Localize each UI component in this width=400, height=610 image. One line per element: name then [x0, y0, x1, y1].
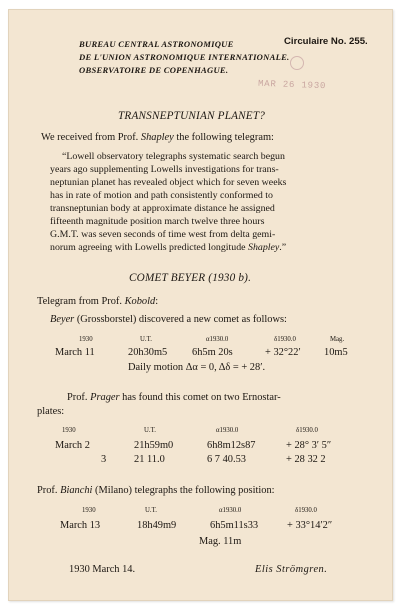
t2-header: U.T.: [144, 427, 156, 434]
comet-title-main: COMET BEYER: [129, 272, 206, 284]
prager-line: [67, 392, 281, 403]
planet-intro-a: We received from Prof.: [41, 132, 139, 143]
bureau-name-line1: BUREAU CENTRAL ASTRONOMIQUE: [79, 39, 234, 49]
kobold-name: Kobold: [124, 296, 156, 307]
bureau-name-line2: DE L'UNION ASTRONOMIQUE INTERNATIONALE.: [79, 52, 290, 62]
kobold-a: Telegram from Prof.: [37, 296, 122, 307]
t1-header: U.T.: [140, 336, 152, 343]
t2-cell: 3: [101, 454, 107, 465]
t3-header: δ1930.0: [295, 507, 317, 514]
date-stamp: MAR 26 1930: [257, 78, 327, 92]
t2-cell: 6h8m12s87: [207, 440, 256, 451]
t1-cell: 6h5m 20s: [192, 347, 233, 358]
t3-header: 1930: [82, 507, 96, 514]
bianchi-rest: (Milano) telegraphs the following position:: [95, 485, 275, 496]
beyer-rest: (Grossborstel) discovered a new comet as follows:: [76, 314, 287, 325]
telegram-quote-line: fifteenth magnitude position march twelve three hours: [50, 216, 265, 227]
t2-cell: 21 11.0: [134, 454, 165, 465]
stamp-mark: [290, 56, 304, 70]
t3-magnitude: Mag. 11m: [199, 536, 242, 547]
t1-header: 1930: [79, 336, 93, 343]
t1-cell: March 11: [55, 347, 95, 358]
t3-cell: March 13: [60, 520, 101, 531]
planet-intro: [41, 132, 274, 143]
kobold-end: :: [155, 296, 159, 307]
t1-header: Mag.: [330, 336, 345, 343]
prager-a: Prof.: [67, 392, 88, 403]
kobold-line: [37, 296, 158, 307]
circular-number: Circulaire No. 255.: [284, 36, 368, 47]
t1-cell: + 32°22′: [265, 347, 301, 358]
t2-cell: March 2: [55, 440, 90, 451]
quote-signature: Shapley: [248, 242, 280, 253]
bianchi-name: Bianchi: [60, 485, 93, 496]
quote-end: .”: [279, 242, 287, 253]
daily-motion: Daily motion Δα = 0, Δδ = + 28′.: [128, 362, 266, 373]
telegram-quote-line: has in rate of motion and path consistently conformed to: [50, 190, 273, 201]
t2-cell: 21h59m0: [134, 440, 174, 451]
t1-cell: 20h30m5: [128, 347, 168, 358]
telegram-quote-line: G.M.T. was seven seconds of time west from delta gemi-: [50, 229, 276, 240]
bianchi-line: [37, 485, 275, 496]
t2-header: 1930: [62, 427, 76, 434]
t2-cell: + 28 32 2: [286, 454, 326, 465]
t2-header: α1930.0: [216, 427, 239, 434]
bureau-name-line3: OBSERVATOIRE DE COPENHAGUE.: [79, 65, 229, 75]
t3-cell: 18h49m9: [137, 520, 177, 531]
planet-intro-b: the following telegram:: [176, 132, 274, 143]
t1-header: α1930.0: [206, 336, 229, 343]
signature: Elis Strömgren.: [255, 564, 328, 575]
telegram-quote-line: years ago supplementing Lowells investigations for trans-: [50, 164, 279, 175]
prager-name: Prager: [90, 392, 120, 403]
planet-title: TRANSNEPTUNIAN PLANET?: [118, 110, 266, 122]
issue-date: 1930 March 14.: [69, 564, 136, 575]
t3-header: U.T.: [145, 507, 157, 514]
telegram-quote-line: neptunian planet has revealed object which for seven weeks: [50, 177, 287, 188]
t2-cell: 6 7 40.53: [207, 454, 246, 465]
telegram-quote-line: “Lowell observatory telegraphs systematic search begun: [62, 151, 285, 162]
t1-header: δ1930.0: [274, 336, 296, 343]
comet-title-year: (1930 b).: [208, 272, 252, 284]
telegram-quote-line: norum agreeing with Lowells predicted longitude: [50, 242, 246, 253]
beyer-line: [50, 314, 287, 325]
bianchi-a: Prof.: [37, 485, 58, 496]
planet-intro-name: Shapley: [140, 132, 174, 143]
prager-line2: plates:: [37, 406, 65, 417]
t3-cell: 6h5m11s33: [210, 520, 259, 531]
telegram-quote-last-line: [50, 241, 286, 254]
t2-cell: + 28° 3′ 5″: [286, 440, 332, 451]
comet-title: [129, 272, 251, 284]
t1-cell: 10m5: [324, 347, 348, 358]
t2-header: δ1930.0: [296, 427, 318, 434]
t3-cell: + 33°14′2″: [287, 520, 333, 531]
beyer-name: Beyer: [50, 314, 75, 325]
t3-header: α1930.0: [219, 507, 242, 514]
telegram-quote-line: transneptunian body at approximate distance he assigned: [50, 203, 275, 214]
circular-card: [8, 9, 393, 601]
prager-rest: has found this comet on two Ernostar-: [122, 392, 281, 403]
